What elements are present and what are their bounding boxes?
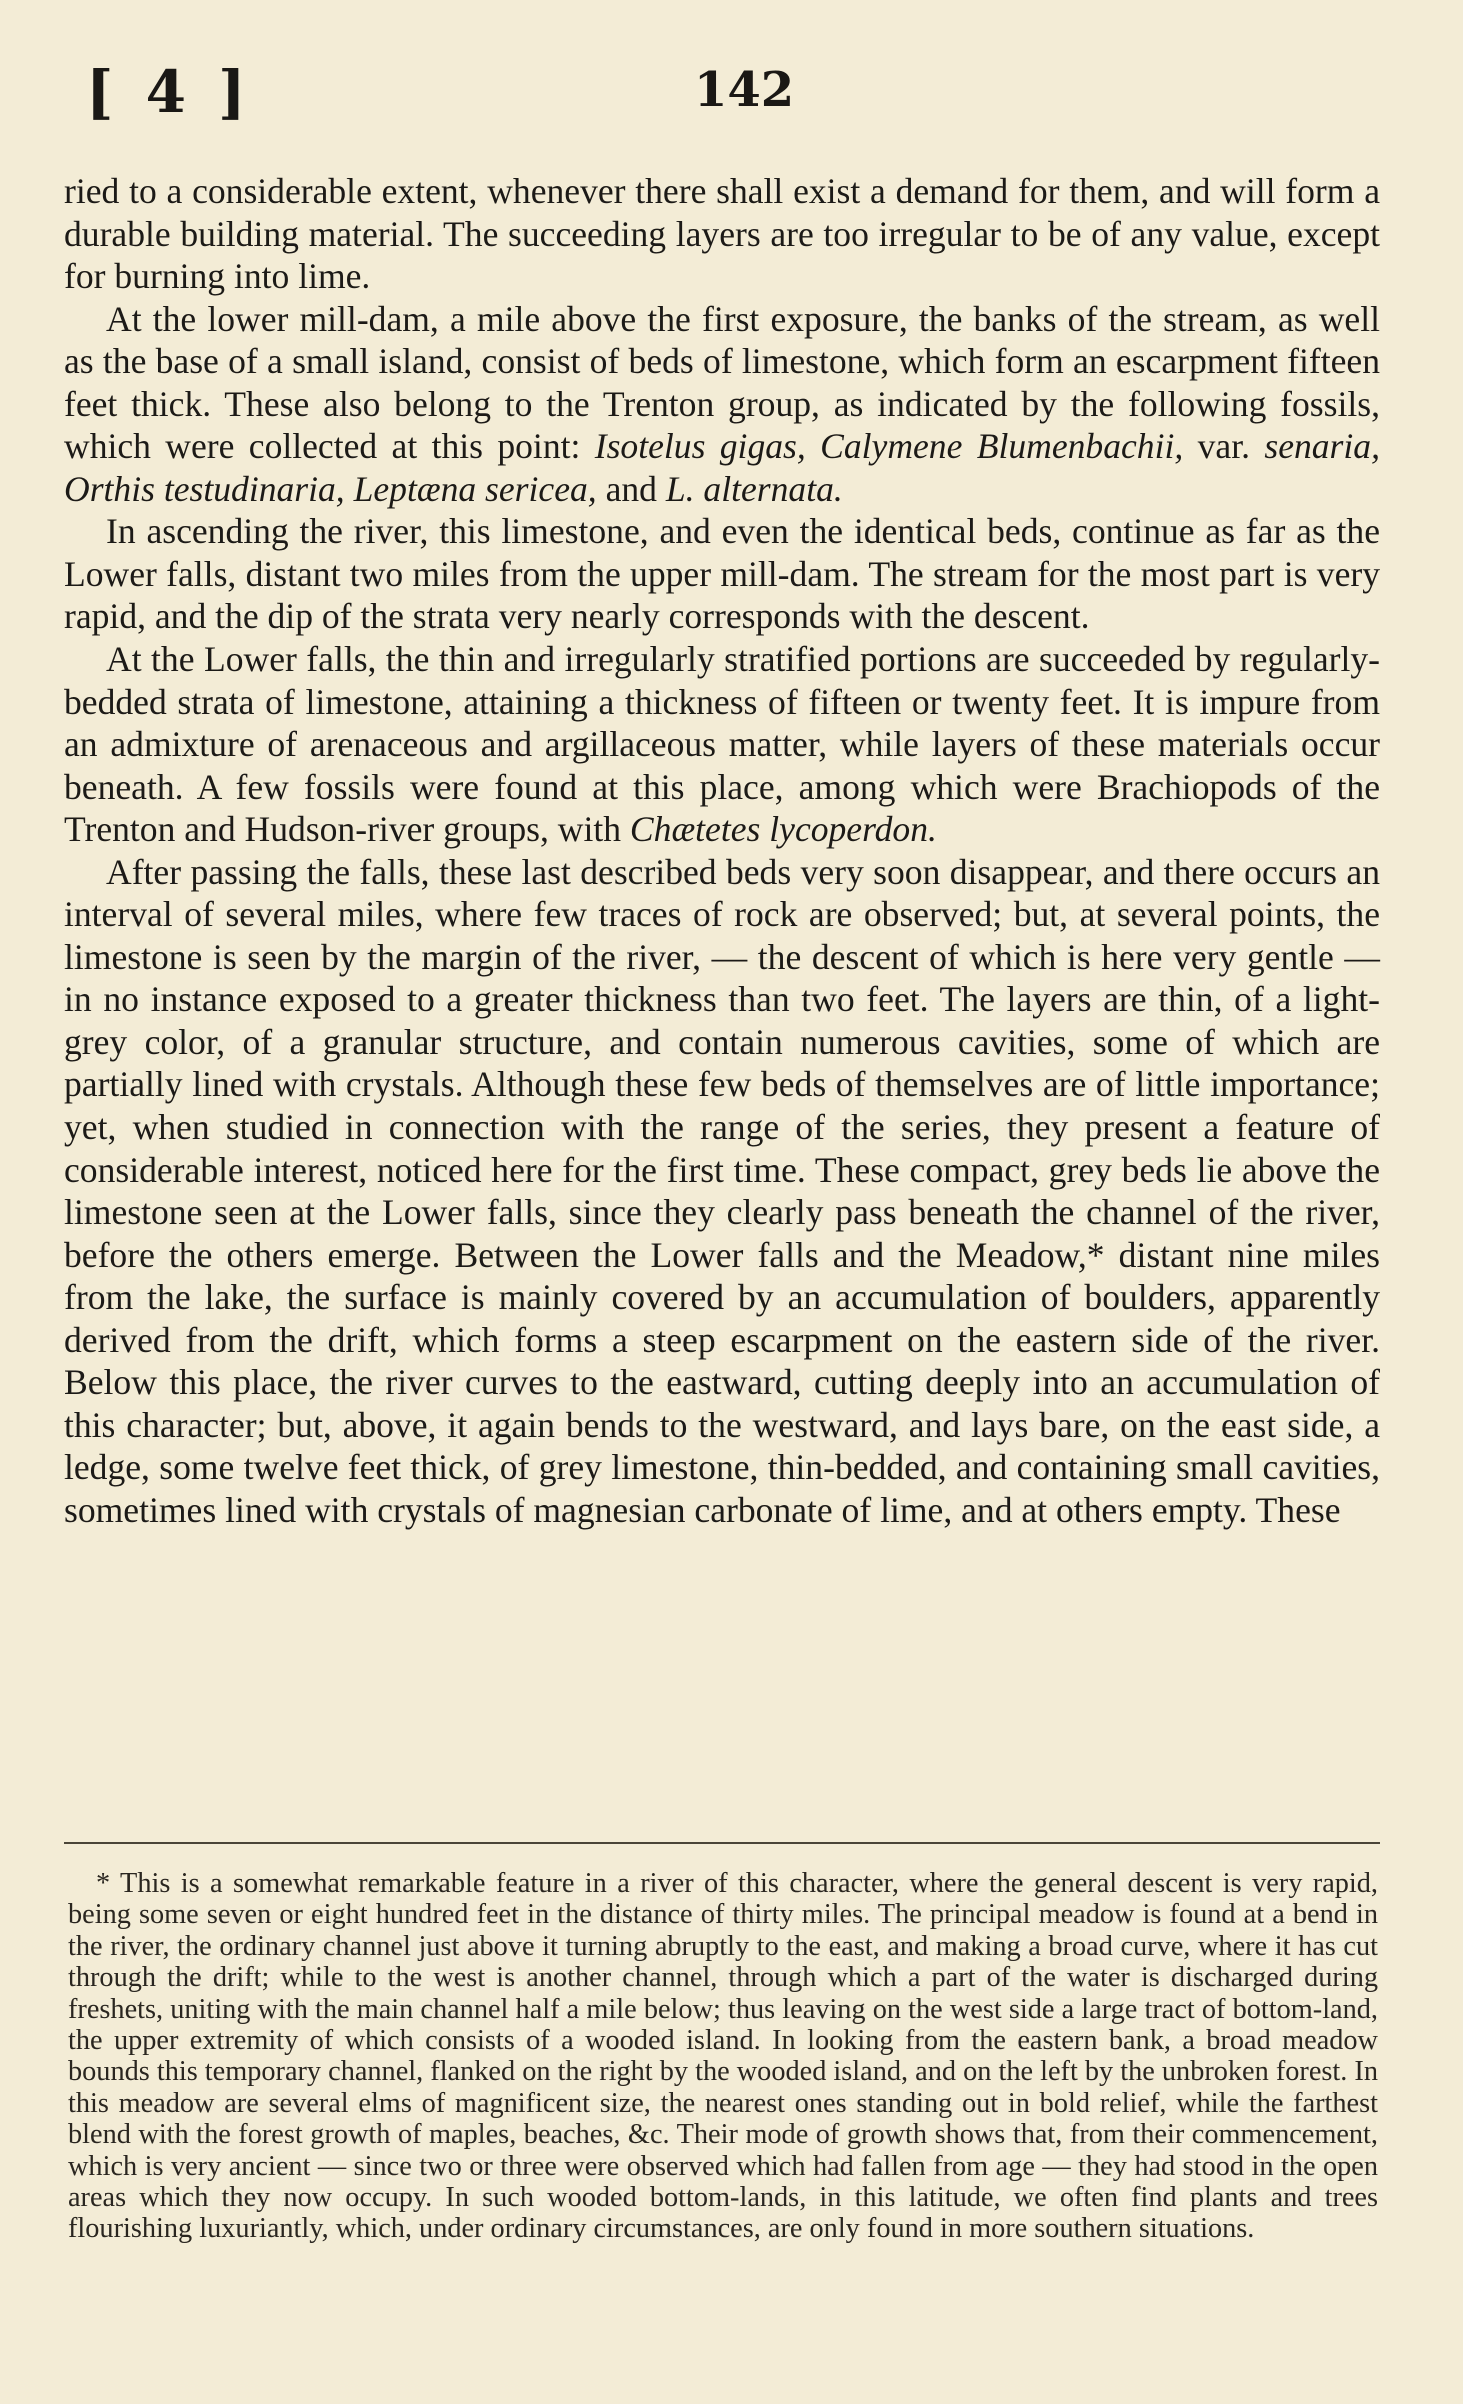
page-number: 142 [694,62,795,118]
paragraph-5 [64,851,1380,1532]
paragraph-2-text-b: var. [1183,426,1265,467]
body-text [64,170,1380,1532]
fossil-name-chaetetes: Chætetes lycoperdon. [629,809,937,850]
footnote-paragraph [68,1868,1378,2245]
paragraph-3-text: In ascending the river, this limestone, and even the identical beds, continue as far as the Lower falls, distant two miles from the upper mill-dam. The stream for the most part is very rapid, and the dip of the strata very nearly corresponds with the descent. [64,511,1380,637]
paragraph-2 [64,298,1380,511]
fossil-names-2: senaria, Orthis testudinaria, Leptæna sericea, [64,426,1380,509]
footnote [68,1868,1378,2245]
paragraph-1-text: ried to a considerable extent, whenever there shall exist a demand for them, and will form a durable building material. The succeeding layers are too irregular to be of any value, except for burning into lime. [64,171,1380,297]
fossil-names-1: Isotelus gigas, Calymene Blumenbachii, [594,426,1184,467]
paragraph-1 [64,170,1380,298]
paragraph-4-text: At the Lower falls, the thin and irregularly stratified portions are succeeded by regularly-bedded strata of limestone, attaining a thickness of fifteen or twenty feet. It is impure from an admixture of arenaceous and argillaceous matter, while layers of these materials occur beneath. A few fossils were found at this place, among which were Brachiopods of the Trenton and Hudson-river groups, with [64,639,1380,850]
footnote-divider [64,1842,1380,1844]
signature-mark: [ 4 ] [86,58,252,126]
paragraph-5-text: After passing the falls, these last described beds very soon disappear, and there occurs an interval of several miles, where few traces of rock are observed; but, at several points, the limestone is seen by the margin of the river, — the descent of which is here very gentle — in no instance exposed to a greater thickness than two feet. The layers are thin, of a light-grey color, of a granular structure, and contain numerous cavities, some of which are partially lined with crystals. Although these few beds of themselves are of little importance; yet, when studied in connection with the range of the series, they present a feature of considerable interest, noticed here for the first time. These compact, grey beds lie above the limestone seen at the Lower falls, since they clearly pass beneath the channel of the river, before the others emerge. Between the Lower falls and the Meadow,* distant nine miles from the lake, the surface is mainly covered by an accumulation of boulders, apparently derived from the drift, which forms a steep escarpment on the eastern side of the river. Below this place, the river curves to the eastward, cutting deeply into an accumulation of this character; but, above, it again bends to the westward, and lays bare, on the east side, a ledge, some twelve feet thick, of grey limestone, thin-bedded, and containing small cavities, sometimes lined with crystals of magnesian carbonate of lime, and at others empty. These [64,851,1380,1530]
paragraph-4 [64,638,1380,851]
paragraph-2-text-a: At the lower mill-dam, a mile above the first exposure, the banks of the stream, as well as the base of a small island, consist of beds of limestone, which form an escarpment fifteen feet thick. These also belong to the Trenton group, as indicated by the following fossils, which were collected at this point: [64,298,1380,467]
page-header [86,58,1377,128]
paragraph-3 [64,510,1380,638]
fossil-names-3: L. alternata. [665,468,843,509]
paragraph-2-text-c: and [596,468,666,509]
footnote-text: * This is a somewhat remarkable feature in a river of this character, where the general descent is very rapid, being some seven or eight hundred feet in the distance of thirty miles. The principal meadow is found at a bend in the river, the ordinary channel just above it turning abruptly to the east, and making a broad curve, where it has cut through the drift; while to the west is another channel, through which a part of the water is discharged during freshets, uniting with the main channel half a mile below; thus leaving on the west side a large tract of bottom-land, the upper extremity of which consists of a wooded island. In looking from the eastern bank, a broad meadow bounds this temporary channel, flanked on the right by the wooded island, and on the left by the unbroken forest. In this meadow are several elms of magnificent size, the nearest ones standing out in bold relief, while the farthest blend with the forest growth of maples, beaches, &c. Their mode of growth shows that, from their commencement, which is very ancient — since two or three were observed which had fallen from age — they had stood in the open areas which they now occupy. In such wooded bottom-lands, in this latitude, we often find plants and trees flourishing luxuriantly, which, under ordinary circumstances, are only found in more southern situations. [68,1868,1378,2245]
